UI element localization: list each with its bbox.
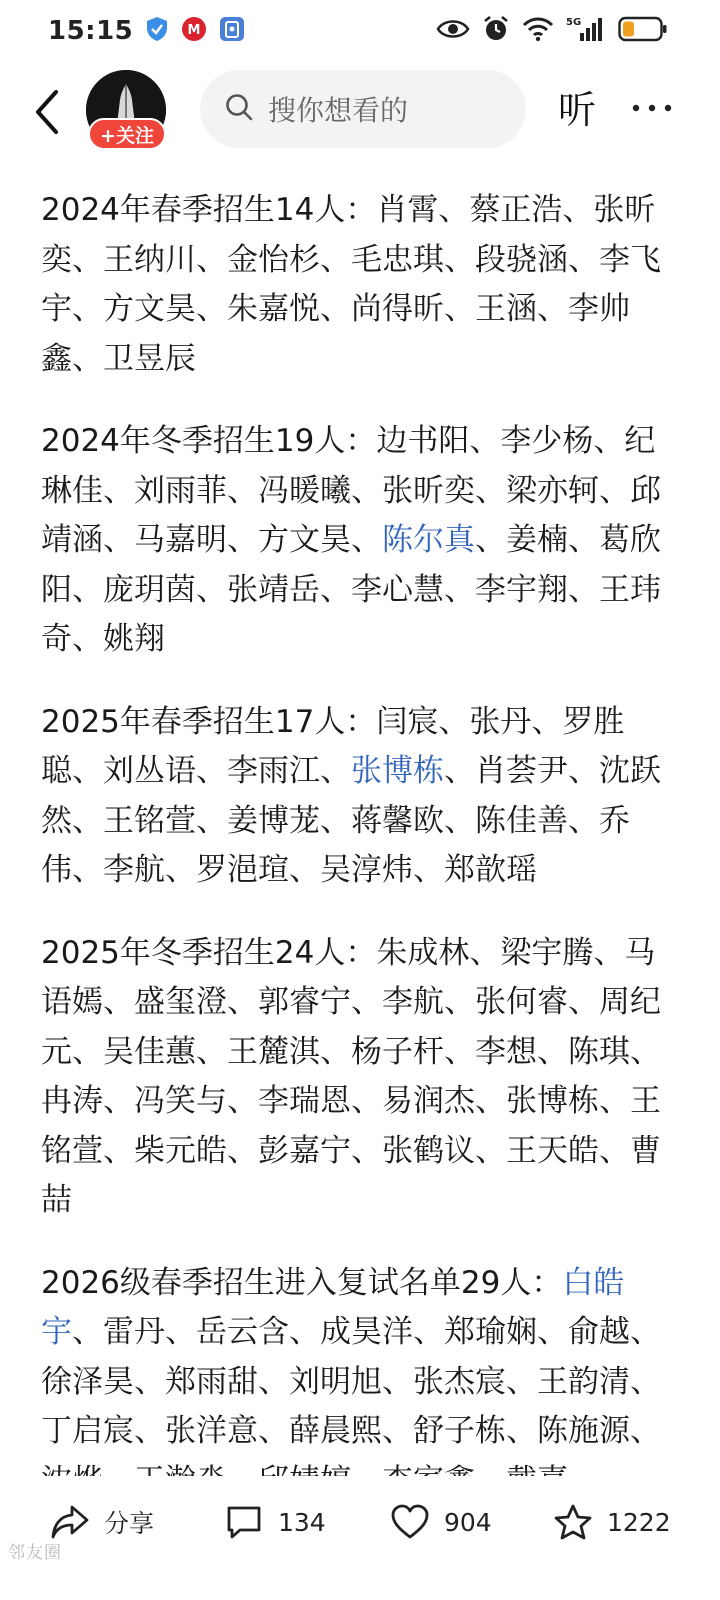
paragraph-text: 2026级春季招生进入复试名单29人：: [41, 1264, 563, 1301]
favorite-count: 1222: [607, 1507, 671, 1537]
listen-button[interactable]: 听: [558, 88, 597, 132]
article-header: [0, 62, 720, 162]
shield-icon: [145, 16, 169, 46]
paragraph-text: 2025年冬季招生24人：朱成林、梁宇腾、马语嫣、盛玺澄、郭睿宁、李航、张何睿、周纪元、吴佳蕙、王麓淇、杨子杆、李想、陈琪、冉涛、冯笑与、李瑞恩、易润杰、张博栋、王铭萱、柴元皓、彭嘉宁、张鹤议、王天皓、曹喆: [41, 934, 661, 1218]
watermark: 邻友圈: [8, 1543, 62, 1563]
favorite-button[interactable]: [553, 1500, 671, 1544]
paragraph-text: 、雷丹、岳云含、成昊洋、郑瑜娴、俞越、徐泽昊、郑雨甜、刘明旭、张杰宸、王韵清、丁启宸、张洋意、薛晨熙、舒子栋、陈施源、: [41, 1314, 661, 1449]
heart-icon: [390, 1503, 430, 1541]
network-type-label: 5G: [566, 17, 582, 28]
status-bar-right: [436, 15, 668, 47]
paragraph-text: 2024年冬季招生19人：边书阳、李少杨、纪琳佳、刘雨菲、冯暖曦、张昕奕、梁亦轲、邱靖涵、马嘉明、方文昊、: [41, 423, 661, 558]
paragraph-2024-spring: [41, 186, 681, 384]
comment-icon: [224, 1503, 264, 1541]
name-link[interactable]: 张博栋: [351, 753, 444, 789]
share-icon: [50, 1503, 90, 1541]
star-icon: [553, 1503, 593, 1541]
china-merchants-icon: [181, 16, 207, 46]
chevron-left-icon: [28, 84, 68, 140]
article-body: [41, 186, 681, 1539]
like-button[interactable]: [390, 1500, 492, 1544]
paragraph-2024-winter: [41, 417, 681, 665]
share-label: 分享: [104, 1509, 155, 1538]
share-button[interactable]: [50, 1500, 154, 1544]
signal-icon: [566, 15, 606, 47]
paragraph-text: 2025年春季招生17人：闫宸、张丹、罗胜聪、刘丛语、李雨江、: [41, 703, 625, 789]
eye-icon: [436, 18, 470, 44]
wifi-icon: [522, 16, 554, 46]
search-box[interactable]: [200, 70, 526, 148]
search-placeholder: 搜你想看的: [268, 94, 409, 127]
follow-button[interactable]: +关注: [88, 118, 166, 150]
status-bar: [0, 0, 720, 62]
bottom-action-bar: [0, 1476, 720, 1600]
name-link[interactable]: 白皓宇: [41, 1264, 625, 1350]
alarm-icon: [482, 15, 510, 47]
status-time: 15:15: [48, 16, 134, 46]
paragraph-text: 2024年春季招生14人：肖霄、蔡正浩、张昕奕、王纳川、金怡杉、毛忠琪、段骁涵、李飞宇、方文昊、朱嘉悦、尚得昕、王涵、李帅鑫、卫昱辰: [41, 192, 661, 377]
name-link[interactable]: 陈尔真: [382, 522, 475, 558]
paragraph-2025-winter: [41, 929, 681, 1226]
comment-count: 134: [278, 1507, 326, 1537]
back-button[interactable]: [28, 84, 68, 140]
more-options-button[interactable]: [630, 96, 674, 120]
paragraph-text: 、肖荟尹、沈跃然、王铭萱、姜博茏、蒋馨欧、陈佳善、乔伟、李航、罗浥瑄、吴淳炜、郑歆瑶: [41, 753, 661, 888]
search-icon: [224, 92, 254, 126]
app-icon: [219, 16, 245, 46]
paragraph-2025-spring: [41, 698, 681, 896]
more-dots-icon: [630, 96, 674, 120]
like-count: 904: [444, 1507, 492, 1537]
paragraph-2026-spring: [41, 1259, 681, 1507]
battery-icon: [618, 16, 668, 46]
comment-button[interactable]: [224, 1500, 326, 1544]
svg-text:M: M: [187, 23, 201, 38]
paragraph-text: 、姜楠、葛欣阳、庞玥茵、张靖岳、李心慧、李宇翔、王玮奇、姚翔: [41, 522, 661, 657]
status-bar-left: [48, 16, 245, 46]
